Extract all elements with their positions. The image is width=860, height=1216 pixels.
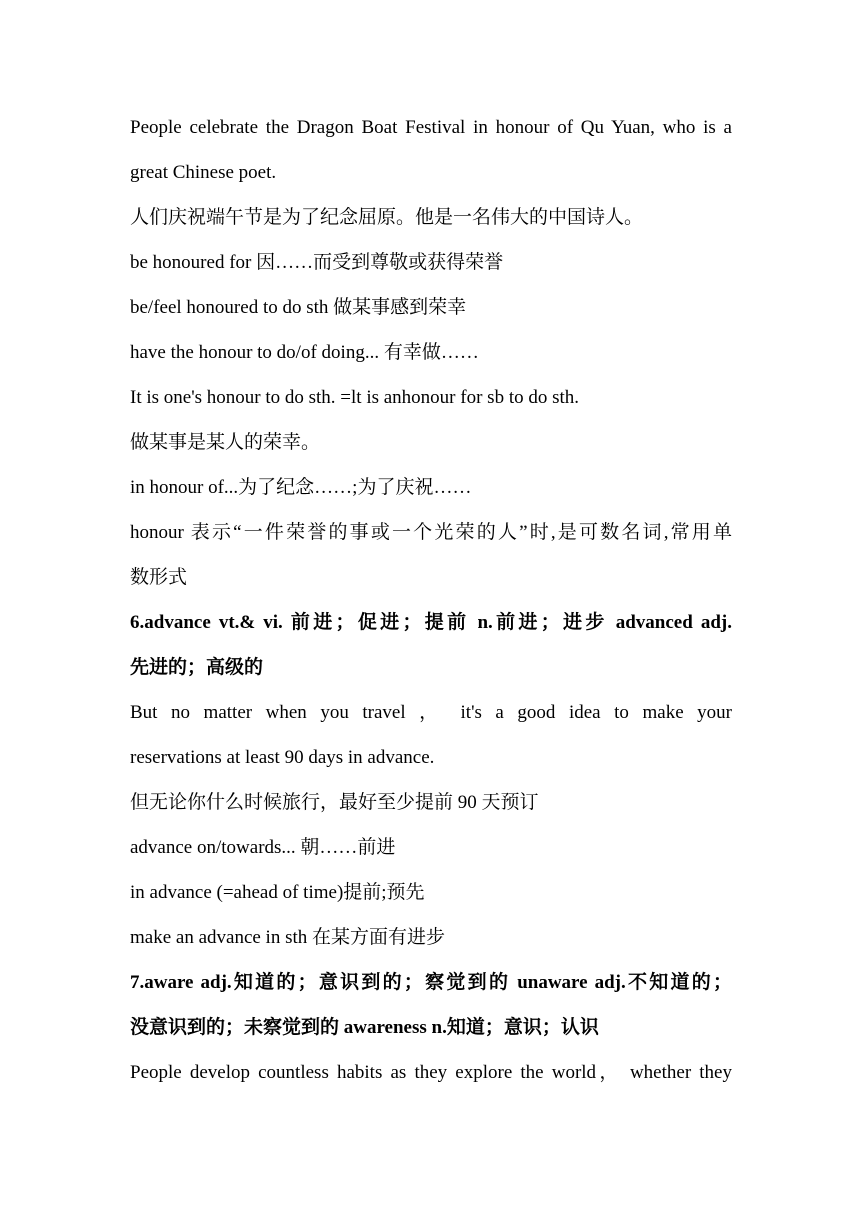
- usage-note-line-1: honour 表示“一件荣誉的事或一个光荣的人”时,是可数名词,常用单: [130, 522, 732, 543]
- usage-note-line-2: 数形式: [130, 567, 188, 588]
- vocab-heading-advance-line-1: 6.advance vt.& vi. 前进；促进；提前 n.前进；进步 advanced adj.: [130, 612, 732, 633]
- advance-example-en-line-2: reservations at least 90 days in advance.: [130, 747, 435, 768]
- phrase-ones-honour-translation: 做某事是某人的荣幸。: [130, 432, 321, 453]
- example-sentence-en-line-2: great Chinese poet.: [130, 162, 277, 183]
- phrase-in-advance: in advance (=ahead of time)提前;预先: [130, 882, 425, 903]
- advance-example-translation: 但无论你什么时候旅行，最好至少提前 90 天预订: [130, 792, 539, 813]
- phrase-ones-honour: It is one's honour to do sth. =lt is anhonour for sb to do sth.: [130, 387, 580, 408]
- example-translation: 人们庆祝端午节是为了纪念屈原。他是一名伟大的中国诗人。: [130, 207, 644, 228]
- example-sentence-en-line-1: People celebrate the Dragon Boat Festival in honour of Qu Yuan, who is a: [130, 117, 732, 138]
- vocab-heading-aware-line-1: 7.aware adj.知道的；意识到的；察觉到的 unaware adj.不知道的；: [130, 972, 732, 993]
- phrase-in-honour-of: in honour of...为了纪念……;为了庆祝……: [130, 477, 472, 498]
- vocab-heading-advance-line-2: 先进的；高级的: [130, 657, 264, 678]
- phrase-feel-honoured: be/feel honoured to do sth 做某事感到荣幸: [130, 297, 467, 318]
- advance-example-en-line-1: But no matter when you travel ， it's a good idea to make your: [130, 702, 732, 723]
- phrase-advance-on: advance on/towards... 朝……前进: [130, 837, 396, 858]
- phrase-have-the-honour: have the honour to do/of doing... 有幸做……: [130, 342, 479, 363]
- vocab-heading-aware-line-2: 没意识到的；未察觉到的 awareness n.知道；意识；认识: [130, 1017, 599, 1038]
- phrase-make-an-advance: make an advance in sth 在某方面有进步: [130, 927, 446, 948]
- phrase-be-honoured-for: be honoured for 因……而受到尊敬或获得荣誉: [130, 252, 504, 273]
- aware-example-en-line-1: People develop countless habits as they explore the world， whether they: [130, 1062, 732, 1083]
